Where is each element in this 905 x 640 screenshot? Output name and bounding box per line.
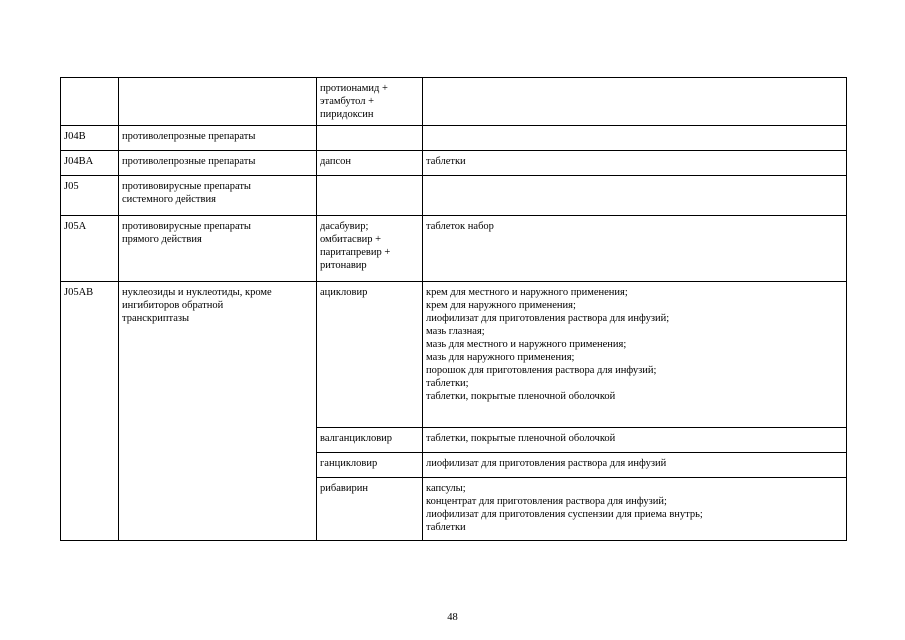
table-body	[61, 78, 847, 541]
atc-code-cell-text: J04B	[64, 131, 86, 142]
drug-name-cell	[317, 176, 423, 216]
dosage-form-cell-line: таблетки	[426, 522, 466, 533]
anatomical-therapeutic-group-cell-line: ингибиторов обратной	[122, 300, 224, 311]
anatomical-therapeutic-group-cell-line: противолепрозные препараты	[122, 131, 256, 142]
anatomical-therapeutic-group-cell	[119, 216, 317, 282]
atc-code-cell	[61, 151, 119, 176]
dosage-form-cell	[423, 126, 847, 151]
drug-name-cell-line: дасабувир;	[320, 221, 369, 232]
dosage-form-cell	[423, 78, 847, 126]
dosage-form-cell-line: мазь для местного и наружного применения;	[426, 339, 627, 350]
dosage-form-cell-line: мазь глазная;	[426, 326, 485, 337]
drug-name-cell-line: протионамид +	[320, 83, 388, 94]
table-row	[61, 78, 847, 126]
drug-name-cell	[317, 126, 423, 151]
dosage-form-cell	[423, 453, 847, 478]
drug-name-cell	[317, 453, 423, 478]
anatomical-therapeutic-group-cell-line: транскриптазы	[122, 313, 190, 324]
anatomical-therapeutic-group-cell-line: противовирусные препараты	[122, 221, 251, 232]
atc-code-cell	[61, 282, 119, 541]
atc-code-cell-text: J05A	[64, 221, 87, 232]
dosage-form-cell-line: крем для наружного применения;	[426, 300, 576, 311]
anatomical-therapeutic-group-cell-line: нуклеозиды и нуклеотиды, кроме	[122, 287, 272, 298]
drug-name-cell-line: валганцикловир	[320, 433, 393, 444]
anatomical-therapeutic-group-cell	[119, 126, 317, 151]
dosage-form-cell-line: порошок для приготовления раствора для инфузий;	[426, 365, 657, 376]
atc-code-cell-text: J05	[64, 181, 79, 192]
dosage-form-cell-line: капсулы;	[426, 483, 466, 494]
dosage-form-cell	[423, 282, 847, 428]
dosage-form-cell-line: лиофилизат для приготовления раствора для инфузий	[426, 458, 667, 469]
table-row	[61, 282, 847, 428]
table-row	[61, 216, 847, 282]
dosage-form-cell-line: таблетки, покрытые пленочной оболочкой	[426, 433, 616, 444]
dosage-form-cell-line: таблетки, покрытые пленочной оболочкой	[426, 391, 616, 402]
drug-name-cell	[317, 216, 423, 282]
dosage-form-cell	[423, 428, 847, 453]
dosage-form-cell	[423, 151, 847, 176]
atc-code-cell-text: J04BA	[64, 156, 94, 167]
dosage-form-cell-line: лиофилизат для приготовления раствора для инфузий;	[426, 313, 670, 324]
drug-name-cell	[317, 428, 423, 453]
drug-name-cell-line: этамбутол +	[320, 96, 375, 107]
table-row	[61, 176, 847, 216]
drug-name-cell-line: ацикловир	[320, 287, 368, 298]
atc-code-cell	[61, 216, 119, 282]
anatomical-therapeutic-group-cell-line: противовирусные препараты	[122, 181, 251, 192]
drug-name-cell-line: ганцикловир	[320, 458, 378, 469]
dosage-form-cell-line: таблетки;	[426, 378, 469, 389]
drug-name-cell-line: омбитасвир +	[320, 234, 382, 245]
atc-code-cell	[61, 78, 119, 126]
dosage-form-cell-line: лиофилизат для приготовления суспензии для приема внутрь;	[426, 509, 703, 520]
dosage-form-cell-line: таблеток набор	[426, 221, 494, 232]
atc-code-cell	[61, 176, 119, 216]
drug-classification-table	[60, 77, 847, 541]
anatomical-therapeutic-group-cell-line: противолепрозные препараты	[122, 156, 256, 167]
dosage-form-cell-line: мазь для наружного применения;	[426, 352, 575, 363]
anatomical-therapeutic-group-cell	[119, 176, 317, 216]
atc-code-cell	[61, 126, 119, 151]
drug-name-cell-line: рибавирин	[320, 483, 368, 494]
drug-name-cell	[317, 78, 423, 126]
table-row	[61, 151, 847, 176]
drug-name-cell-line: пиридоксин	[320, 109, 374, 120]
drug-name-cell	[317, 478, 423, 541]
drug-name-cell	[317, 151, 423, 176]
drug-name-cell-line: паритапревир +	[320, 247, 391, 258]
dosage-form-cell-line: концентрат для приготовления раствора для инфузий;	[426, 496, 667, 507]
anatomical-therapeutic-group-cell-line: системного действия	[122, 194, 216, 205]
dosage-form-cell	[423, 478, 847, 541]
atc-code-cell-text: J05AB	[64, 287, 94, 298]
anatomical-therapeutic-group-cell-line: прямого действия	[122, 234, 202, 245]
drug-name-cell-line: дапсон	[320, 156, 352, 167]
dosage-form-cell	[423, 176, 847, 216]
drug-name-cell	[317, 282, 423, 428]
anatomical-therapeutic-group-cell	[119, 151, 317, 176]
dosage-form-cell	[423, 216, 847, 282]
anatomical-therapeutic-group-cell	[119, 282, 317, 541]
page-number: 48	[447, 612, 458, 623]
dosage-form-cell-line: крем для местного и наружного применения;	[426, 287, 628, 298]
anatomical-therapeutic-group-cell	[119, 78, 317, 126]
drug-name-cell-line: ритонавир	[320, 260, 367, 271]
dosage-form-cell-line: таблетки	[426, 156, 466, 167]
table-row	[61, 126, 847, 151]
